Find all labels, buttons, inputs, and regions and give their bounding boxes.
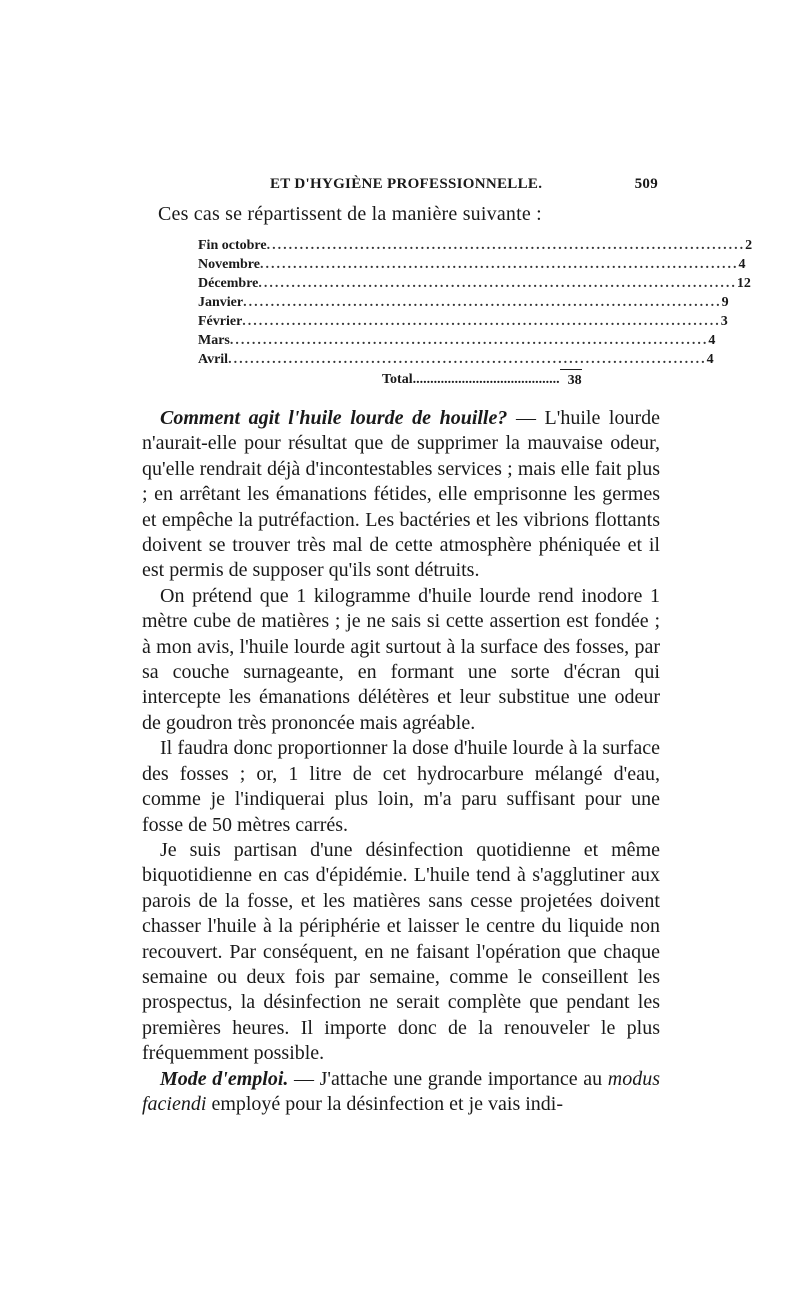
month-count: 4 (738, 257, 746, 272)
table-row (198, 331, 716, 350)
leader-dots: .......................................... (412, 372, 560, 387)
month-label: Fin octobre (198, 238, 267, 253)
paragraph-text: Je suis partisan d'une désinfection quotidienne et même biquotidienne en cas d'épidémie. L'huile tend à s'agglutiner aux parois de la fosse, et les matières sans cesse projetées doivent chasser l'huile à la périphérie et laisser le centre du liquide non recouvert. Par conséquent, en ne faisant l'opération que chaque semaine ou deux fois par semaine, comme le conseillent les prospectus, la désinfection ne serait complète que pendant les premières heures. Il importe donc de la renouveler le plus fréquemment possible. (142, 838, 660, 1065)
month-label: Décembre (198, 276, 259, 291)
month-count: 3 (720, 314, 728, 329)
total-value: 38 (560, 369, 582, 390)
table-row (198, 274, 751, 293)
leader-dots: ....................................................................................... (258, 276, 737, 291)
paragraph (142, 406, 660, 584)
paragraph-heading: Comment agit l'huile lourde de houille? (160, 407, 508, 429)
paragraph (142, 838, 660, 1067)
body-text (142, 406, 660, 1117)
paragraph-text: employé pour la désinfection et je vais indi- (206, 1092, 563, 1115)
leader-dots: ....................................................................................... (243, 295, 722, 310)
page-number: 509 (634, 176, 658, 192)
leader-dots: ....................................................................................... (229, 333, 709, 348)
paragraph (142, 584, 660, 736)
total-label: Total (382, 372, 413, 387)
month-label: Novembre (198, 257, 260, 272)
month-label: Mars (198, 333, 230, 348)
table-row (198, 350, 714, 369)
month-count: 4 (708, 333, 716, 348)
month-label: Février (198, 314, 243, 329)
month-count: 9 (721, 295, 729, 310)
leader-dots: ....................................................................................... (259, 257, 739, 272)
running-title: ET D'HYGIÈNE PROFESSIONNELLE. (270, 176, 543, 192)
leader-dots: ....................................................................................... (266, 238, 746, 253)
table-row (198, 312, 728, 331)
paragraph-text: — L'huile lourde n'aurait-elle pour résultat que de supprimer la mauvaise odeur, qu'elle rendrait déjà d'incontestables services ; mais elle fait plus ; en arrêtant les émanations fétides, elle emprisonne les germes et empêche la putréfaction. Les bactéries et les vibrions flottants doivent se trouver très mal de cette atmosphère phéniquée et il est permis de supposer qu'ils sont détruits. (142, 407, 661, 582)
total-row (382, 369, 598, 390)
paragraph (142, 736, 660, 838)
running-header (142, 172, 660, 196)
paragraph (142, 1067, 660, 1118)
table-row (198, 255, 746, 274)
book-page (142, 172, 753, 1117)
latin-phrase: modus faciendi (142, 1067, 660, 1115)
paragraph-text: — J'attache une grande importance au (288, 1067, 608, 1090)
paragraph-heading: Mode d'emploi. (160, 1067, 289, 1090)
monthly-cases-table (198, 236, 753, 390)
paragraph-text: On prétend que 1 kilogramme d'huile lourde rend inodore 1 mètre cube de matières ; je ne sais si cette assertion est fondée ; à mon avis, l'huile lourde agit surtout à la surface des fosses, par sa couche surnageante, en formant une sorte d'écran qui intercepte les émanations délétères et leur substitue une odeur de goudron très prononcée mais agréable. (142, 584, 660, 734)
paragraph-text: Il faudra donc proportionner la dose d'huile lourde à la surface des fosses ; or, 1 litre de cet hydrocarbure mélangé d'eau, comme je l'indiquerai plus loin, m'a paru suffisant pour une fosse de 50 mètres carrés. (142, 737, 660, 836)
month-label: Janvier (198, 295, 244, 310)
table-intro: Ces cas se répartissent de la manière suivante : (158, 203, 542, 225)
month-label: Avril (198, 352, 229, 367)
leader-dots: ....................................................................................... (242, 314, 721, 329)
table-row (198, 236, 753, 255)
month-count: 12 (736, 276, 751, 291)
month-count: 4 (706, 352, 714, 367)
month-count: 2 (745, 238, 753, 253)
table-row (198, 293, 729, 312)
leader-dots: ....................................................................................... (228, 352, 707, 367)
